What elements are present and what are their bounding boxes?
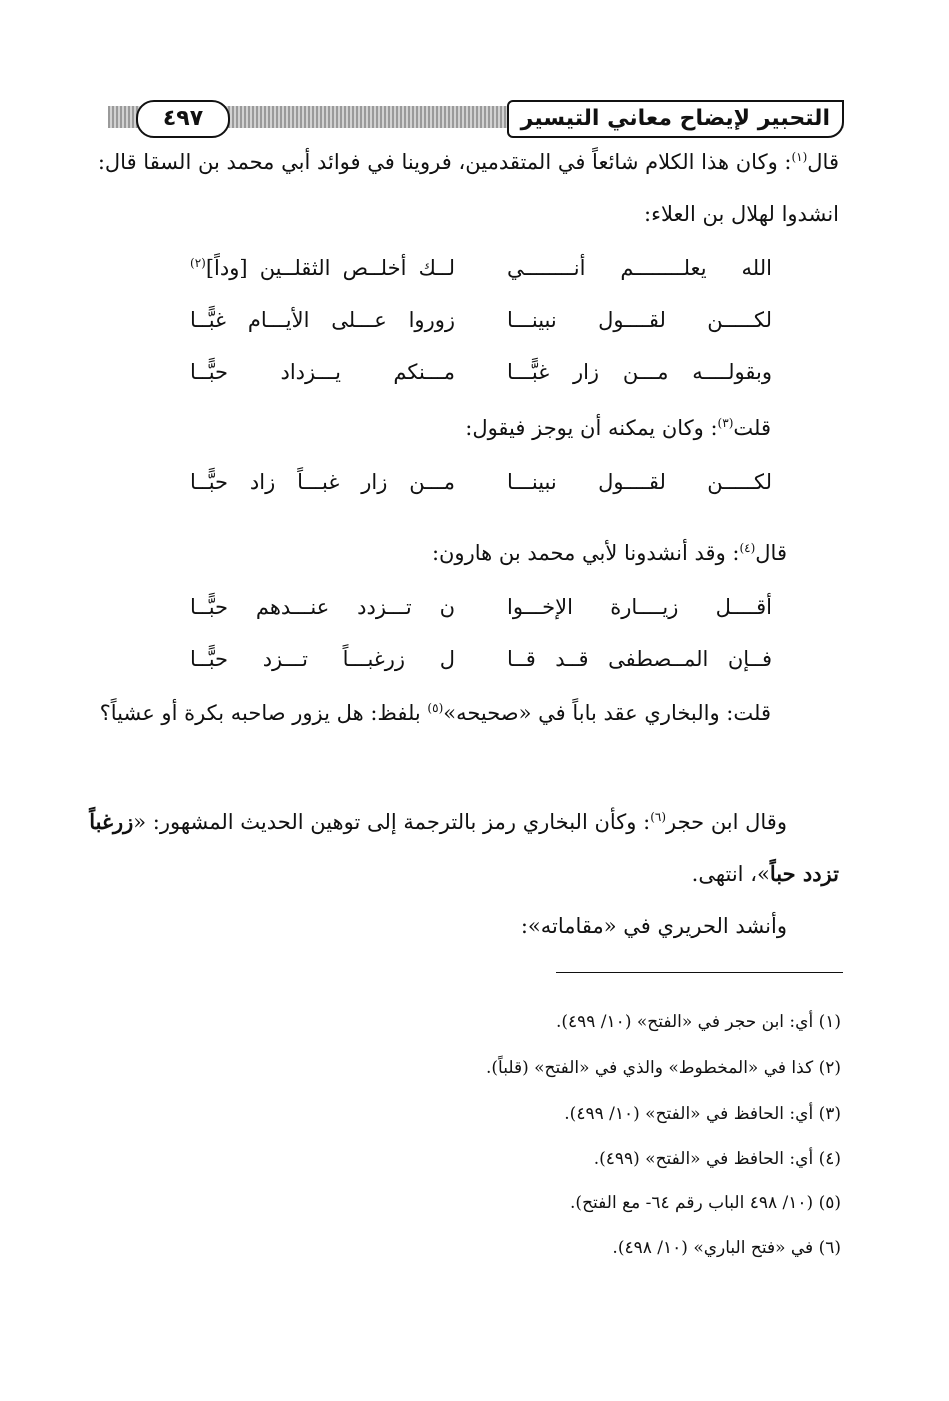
verse-line	[190, 302, 772, 338]
paragraph-6-text: : وكأن البخاري رمز بالترجمة إلى توهين الحديث المشهور: «	[133, 810, 651, 834]
paragraph-2: انشدوا لهلال بن العلاء:	[644, 202, 839, 226]
paragraph-4	[432, 537, 787, 569]
paragraph-5	[100, 697, 771, 729]
paragraph-4-lead: قال	[755, 541, 787, 565]
verse-line	[190, 589, 772, 625]
verse-hemistich-left-text: لــك أخلــص الثقلــين [وداً]	[205, 256, 455, 280]
verse-hemistich-right: لكـــــن لقــــول نبينـــا	[507, 470, 772, 494]
footnote: (١) أي: ابن حجر في «الفتح» (١٠/ ٤٩٩).	[555, 1012, 841, 1032]
footnote: (٤) أي: الحافظ في «الفتح» (٤٩٩).	[593, 1149, 841, 1169]
book-title: التحبير لإيضاح معاني التيسير	[507, 100, 844, 138]
paragraph-6-end: »، انتهى.	[691, 862, 770, 886]
paragraph-5-lead: قلت: والبخاري عقد باباً في «صحيحه»	[443, 701, 771, 725]
paragraph-1-text: : وكان هذا الكلام شائعاً في المتقدمين، فروينا في فوائد أبي محمد بن السقا قال:	[97, 150, 792, 174]
verse-hemistich-left: ن تـــزدد عنـــدهم حبًّــا	[190, 595, 455, 619]
verse-hemistich-left: زوروا عـــلى الأيـــام غبًّــا	[190, 308, 455, 332]
footnote: (٥) (١٠/ ٤٩٨ الباب رقم ٦٤- مع الفتح).	[570, 1193, 841, 1213]
verse-hemistich-left	[190, 250, 455, 286]
verse-hemistich-left: مـــنكم يـــزداد حبًّــا	[190, 360, 455, 384]
footnote-ref-3: (٣)	[717, 416, 734, 430]
verse-hemistich-left: ل زرغبـــاً تـــزد حبًّــا	[190, 647, 455, 671]
verse-hemistich-right: الله يعلــــــــم أنــــــــي	[507, 256, 772, 280]
verse-hemistich-right: فــإن المــصطفى قــد قــا	[507, 647, 772, 671]
paragraph-5-text: بلفظ: هل يزور صاحبه بكرة أو عشياً؟	[99, 701, 428, 725]
footnote-ref-5: (٥)	[427, 701, 444, 715]
footnote-separator	[556, 972, 843, 973]
verse-line	[190, 464, 772, 500]
verse-hemistich-right: وبقولــــه مـــن زار غبًّـــا	[507, 360, 772, 384]
verse-hemistich-right: أقــــل زيــــارة الإخـــوا	[507, 595, 772, 619]
page-number: ٤٩٧	[136, 100, 230, 138]
footnote: (٦) في «فتح الباري» (١٠/ ٤٩٨).	[612, 1238, 841, 1258]
verse-line	[190, 354, 772, 390]
verse-hemistich-left: مـــن زار غبـــاً زاد حبًّــا	[190, 470, 455, 494]
verse-line	[190, 250, 772, 286]
paragraph-6-line-1	[89, 806, 787, 838]
paragraph-7: وأنشد الحريري في «مقاماته»:	[520, 914, 787, 938]
hadith-quote-bold: تزدد حباً	[769, 861, 839, 886]
paragraph-3-text: : وكان يمكنه أن يوجز فيقول:	[465, 416, 718, 440]
paragraph-1	[98, 146, 839, 178]
paragraph-3-lead: قلت	[733, 416, 771, 440]
hadith-quote-bold: زرغباً	[89, 809, 134, 834]
verse-hemistich-right: لكـــــن لقــــول نبينـــا	[507, 308, 772, 332]
footnote-ref-4: (٤)	[739, 541, 756, 555]
footnote: (٣) أي: الحافظ في «الفتح» (١٠/ ٤٩٩).	[564, 1104, 841, 1124]
paragraph-6-lead: وقال ابن حجر	[666, 810, 787, 834]
page-header	[108, 100, 844, 140]
footnote-ref-1: (١)	[791, 150, 808, 164]
paragraph-3	[465, 412, 771, 444]
paragraph-4-text: : وقد أنشدونا لأبي محمد بن هارون:	[431, 541, 740, 565]
footnote: (٢) كذا في «المخطوط» والذي في «الفتح» (قلباً).	[485, 1058, 841, 1078]
footnote-ref-2: (٢)	[190, 256, 206, 270]
footnote-ref-6: (٦)	[650, 810, 667, 824]
verse-line	[190, 641, 772, 677]
paragraph-6-line-2	[692, 858, 839, 890]
paragraph-1-lead: قال	[807, 150, 839, 174]
